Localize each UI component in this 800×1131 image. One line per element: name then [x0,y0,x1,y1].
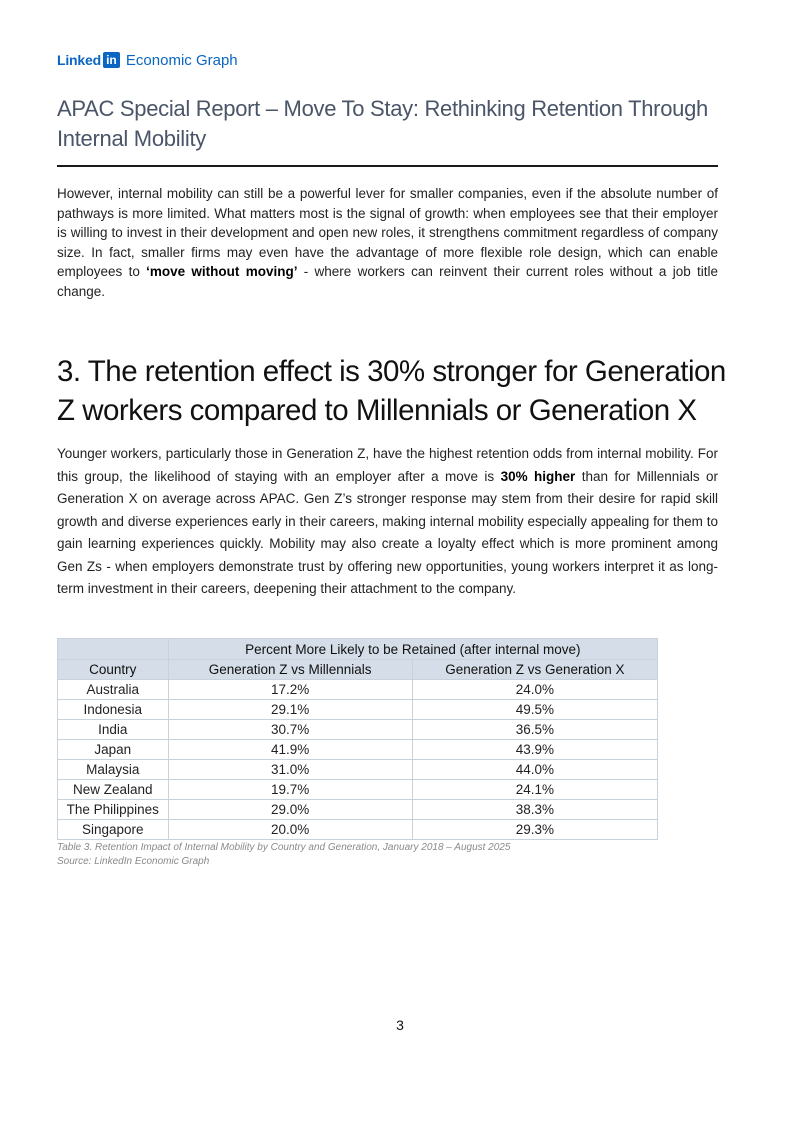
vs-millennials-cell: 20.0% [168,820,412,840]
vs-gen-x-cell: 49.5% [412,700,657,720]
para2-text-start: Younger workers, particularly those in Generation Z, have the highest retention odds from internal mobility. For this group, the likelihood of staying with an employer after a move is [57,446,718,484]
caption-source: Source: LinkedIn Economic Graph [57,856,210,867]
table-header-row [58,660,658,680]
vs-gen-x-cell: 29.3% [412,820,657,840]
linkedin-economic-graph-logo [57,51,238,69]
country-cell: Japan [58,740,169,760]
table-row [58,800,658,820]
table-row [58,700,658,720]
vs-gen-x-cell: 36.5% [412,720,657,740]
para1-text-end: - where workers can reinvent their current roles without a job title change. [57,264,719,299]
table-corner-cell [58,639,169,660]
vs-millennials-cell: 17.2% [168,680,412,700]
para1-emphasis: ‘move without moving’ [146,264,298,279]
vs-gen-x-cell: 44.0% [412,760,657,780]
vs-gen-x-cell: 43.9% [412,740,657,760]
vs-gen-x-cell: 38.3% [412,800,657,820]
vs-gen-x-cell: 24.0% [412,680,657,700]
table-super-header: Percent More Likely to be Retained (after internal move) [168,639,657,660]
vs-millennials-cell: 41.9% [168,740,412,760]
vs-millennials-cell: 31.0% [168,760,412,780]
table-row [58,780,658,800]
country-cell: New Zealand [58,780,169,800]
column-header-vs-millennials: Generation Z vs Millennials [168,660,412,680]
column-header-vs-gen-x: Generation Z vs Generation X [412,660,657,680]
table-caption [57,841,510,869]
country-cell: Indonesia [58,700,169,720]
country-cell: Malaysia [58,760,169,780]
column-header-country: Country [58,660,169,680]
report-title: APAC Special Report – Move To Stay: Rethinking Retention Through Internal Mobility [57,96,708,151]
para2-emphasis: 30% higher [500,468,576,484]
para2-text-end: than for Millennials or Generation X on average across APAC. Gen Z’s stronger response may stem from their desire for rapid skill growth and diverse experiences early in their careers, making internal mobility especially appealing for them to gain learning experiences quickly. Mobility may also create a loyalty effect which is more prominent among Gen Zs - when employers demonstrate trust by offering new opportunities, young workers interpret it as long-term investment in their careers, deepening their attachment to the company. [57,468,718,596]
vs-millennials-cell: 29.0% [168,800,412,820]
table-row [58,740,658,760]
caption-title: Table 3. Retention Impact of Internal Mobility by Country and Generation, January 2018 – August 2025 [57,842,511,853]
retention-table [57,638,658,840]
table-row [58,760,658,780]
intro-paragraph [57,184,718,301]
vs-millennials-cell: 30.7% [168,720,412,740]
country-cell: The Philippines [58,800,169,820]
table-row [58,680,658,700]
table-super-header-row [58,639,658,660]
logo-subtitle: Economic Graph [125,51,238,69]
body-paragraph [57,443,718,601]
logo-word: Linked [57,52,101,68]
header-divider [57,165,718,167]
vs-gen-x-cell: 24.1% [412,780,657,800]
table-row [58,820,658,840]
para1-text-start: However, internal mobility can still be a powerful lever for smaller companies, even if the absolute number of pathways is more limited. What matters most is the signal of growth: when employees see that their employer is willing to invest in their development and open new roles, it strengthens commitment regardless of company size. In fact, smaller firms may even have the advantage of more flexible role design, which can enable employees to [57,186,718,279]
linkedin-in-icon: in [103,52,120,68]
vs-millennials-cell: 19.7% [168,780,412,800]
section-heading: 3. The retention effect is 30% stronger for Generation Z workers compared to Millennials or Generation X [57,355,726,427]
page-number: 3 [396,1017,404,1033]
table-row [58,720,658,740]
country-cell: Singapore [58,820,169,840]
country-cell: India [58,720,169,740]
vs-millennials-cell: 29.1% [168,700,412,720]
country-cell: Australia [58,680,169,700]
